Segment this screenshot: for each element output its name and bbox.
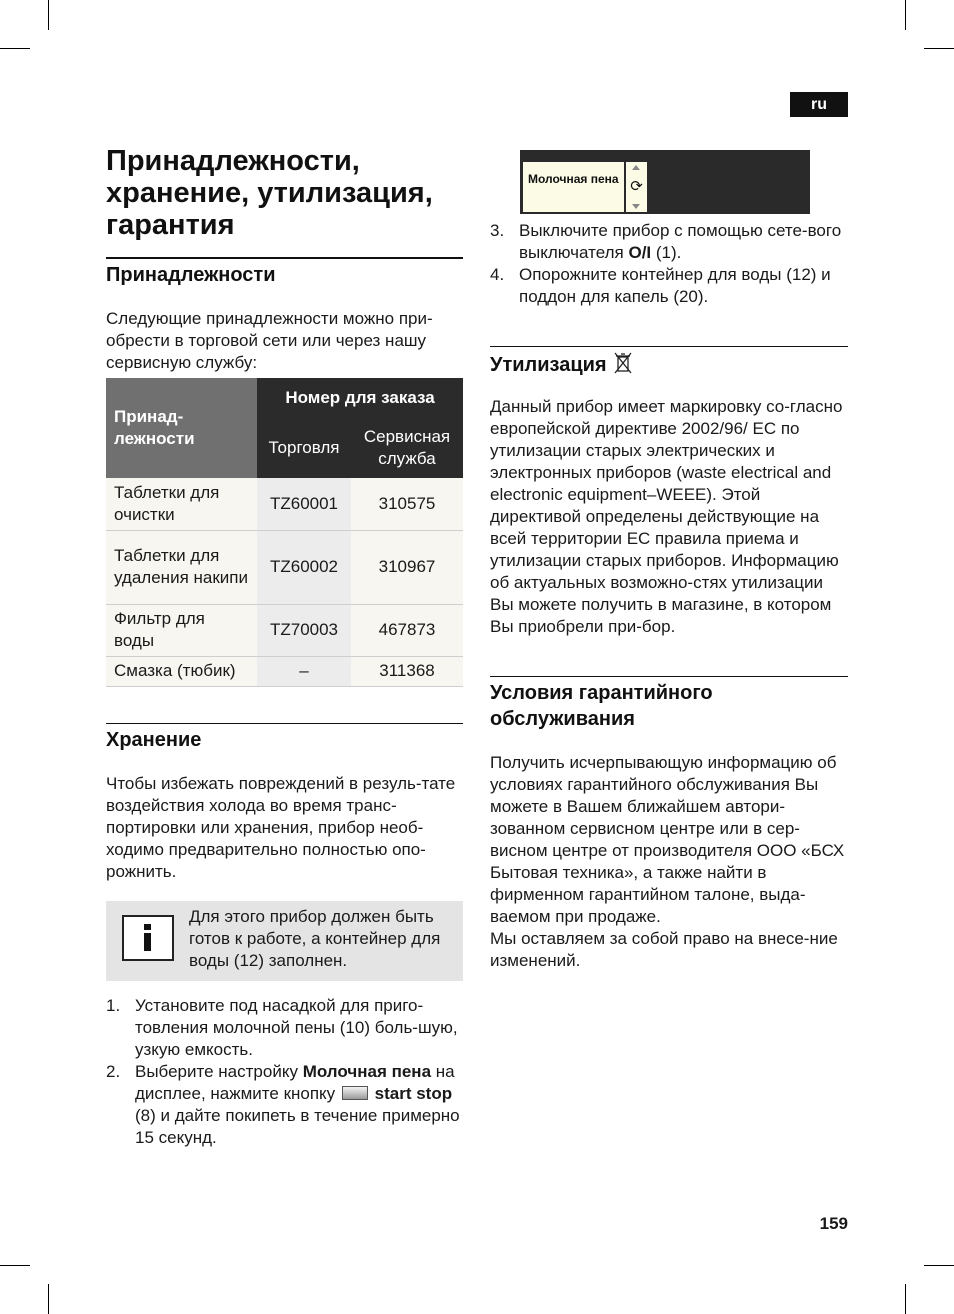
crop-mark <box>48 1284 49 1314</box>
section-divider <box>106 723 463 724</box>
accessories-heading: Принадлежности <box>106 264 276 286</box>
start-stop-button-icon <box>342 1086 368 1100</box>
accessories-table <box>106 378 463 687</box>
display-setting-name: Молочная пена <box>302 1061 432 1081</box>
column-header-order-number: Номер для заказа <box>257 378 463 418</box>
service-number: 310575 <box>351 478 463 530</box>
section-divider <box>106 257 463 259</box>
arrow-down-icon <box>632 204 640 209</box>
disposal-heading-text: Утилизация <box>490 354 607 376</box>
trade-number: TZ60002 <box>257 530 351 604</box>
step-text: (8) и дайте покипеть в течение примерно 15 секунд. <box>135 1105 460 1147</box>
storage-steps <box>106 995 463 1149</box>
section-divider <box>490 676 848 677</box>
column-header-trade: Торговля <box>257 418 351 478</box>
left-column <box>106 145 463 1149</box>
disposal-text: Данный прибор имеет маркировку со-гласно европейской директиве 2002/96/ EC по утилизации старых электрических и электронных приборов (waste electrical and electronic equipment–WEEE). Этой директивой определены действующие на всей территории ЕС правила приема и утилизации старых приборов. Информацию об актуальных возможно-стях утилизации Вы можете получить в магазине, в котором Вы приобрели при-бор. <box>490 397 843 636</box>
storage-intro: Чтобы избежать повреждений в резуль-тате воздействия холода во время транс-портировки или хранения, прибор необ-ходимо предварительно полностью опо-рожнить. <box>106 773 456 881</box>
section-divider <box>490 346 848 347</box>
storage-steps-continued <box>490 220 848 308</box>
crop-mark <box>905 1284 906 1314</box>
service-number: 310967 <box>351 530 463 604</box>
display-label: Молочная пена <box>528 172 619 186</box>
accessory-name: Фильтр для воды <box>106 604 257 656</box>
step-text: (1). <box>655 243 682 262</box>
list-item <box>106 1061 463 1149</box>
storage-heading: Хранение <box>106 728 202 751</box>
service-number: 311368 <box>351 656 463 686</box>
table-row <box>106 530 463 604</box>
right-column <box>490 150 848 972</box>
list-item <box>106 995 463 1061</box>
step-text: Выберите настройку <box>135 1061 298 1081</box>
info-note-text: Для этого прибор должен быть готов к работе, а контейнер для воды (12) заполнен. <box>189 906 441 970</box>
step-text: Установите под насадкой для приго-товления молочной пены (10) боль-шую, узкую емкость. <box>135 995 458 1059</box>
accessories-intro: Следующие принадлежности можно при-обрести в торговой сети или через нашу сервисную службу: <box>106 309 433 372</box>
crop-mark <box>0 1265 30 1266</box>
cycle-icon: ⟳ <box>630 178 643 195</box>
warranty-note: Мы оставляем за собой право на внесе-ние изменений. <box>490 929 838 970</box>
column-header-service: Сервисная служба <box>351 418 463 478</box>
trade-number: – <box>257 656 351 686</box>
trade-number: TZ70003 <box>257 604 351 656</box>
step-number: 3. <box>490 221 505 240</box>
table-row <box>106 656 463 686</box>
accessory-name: Таблетки для очистки <box>106 478 257 530</box>
display-scrollbar <box>626 162 647 212</box>
page-number: 159 <box>819 1214 848 1233</box>
step-text: Выключите прибор с помощью сете-вого выключателя <box>519 221 842 262</box>
warranty-heading: Условия гарантийного обслуживания <box>490 682 713 730</box>
step-number: 4. <box>490 265 505 284</box>
warranty-text: Получить исчерпывающую информацию об условиях гарантийного обслуживания Вы можете в Вашем ближайшем автори-зованном сервисном центре или в сер-висном центре от производителя ООО «БСХ Бытовая техника», а также найти в фирменном гарантийном талоне, выда-ваемом при продаже. <box>490 753 845 926</box>
accessory-name: Таблетки для удаления накипи <box>106 530 257 604</box>
crop-mark <box>48 0 49 30</box>
crop-mark <box>0 48 30 49</box>
table-row <box>106 604 463 656</box>
service-number: 467873 <box>351 604 463 656</box>
crop-mark <box>905 0 906 30</box>
column-header-accessory: Принад-лежности <box>106 378 257 478</box>
step-text: Опорожните контейнер для воды (12) и поддон для капель (20). <box>519 265 831 306</box>
accessory-name: Смазка (тюбик) <box>106 656 257 686</box>
display-illustration <box>520 150 810 214</box>
display-panel <box>523 162 624 212</box>
language-badge: ru <box>790 92 848 117</box>
switch-label: O/I <box>628 243 652 262</box>
list-item <box>490 264 848 308</box>
step-text: на дисплее, нажмите кнопку <box>135 1061 455 1103</box>
info-note <box>106 901 463 981</box>
button-name: start stop <box>374 1083 453 1103</box>
crop-mark <box>924 1265 954 1266</box>
info-icon <box>122 915 174 961</box>
step-number: 1. <box>106 995 121 1015</box>
list-item <box>490 220 848 264</box>
crop-mark <box>924 48 954 49</box>
disposal-heading <box>490 351 848 378</box>
crossed-bin-icon <box>613 351 633 375</box>
page-title: Принадлежности, хранение, утилизация, гарантия <box>106 145 433 241</box>
arrow-up-icon <box>632 165 640 170</box>
step-number: 2. <box>106 1061 121 1081</box>
trade-number: TZ60001 <box>257 478 351 530</box>
table-row <box>106 478 463 530</box>
